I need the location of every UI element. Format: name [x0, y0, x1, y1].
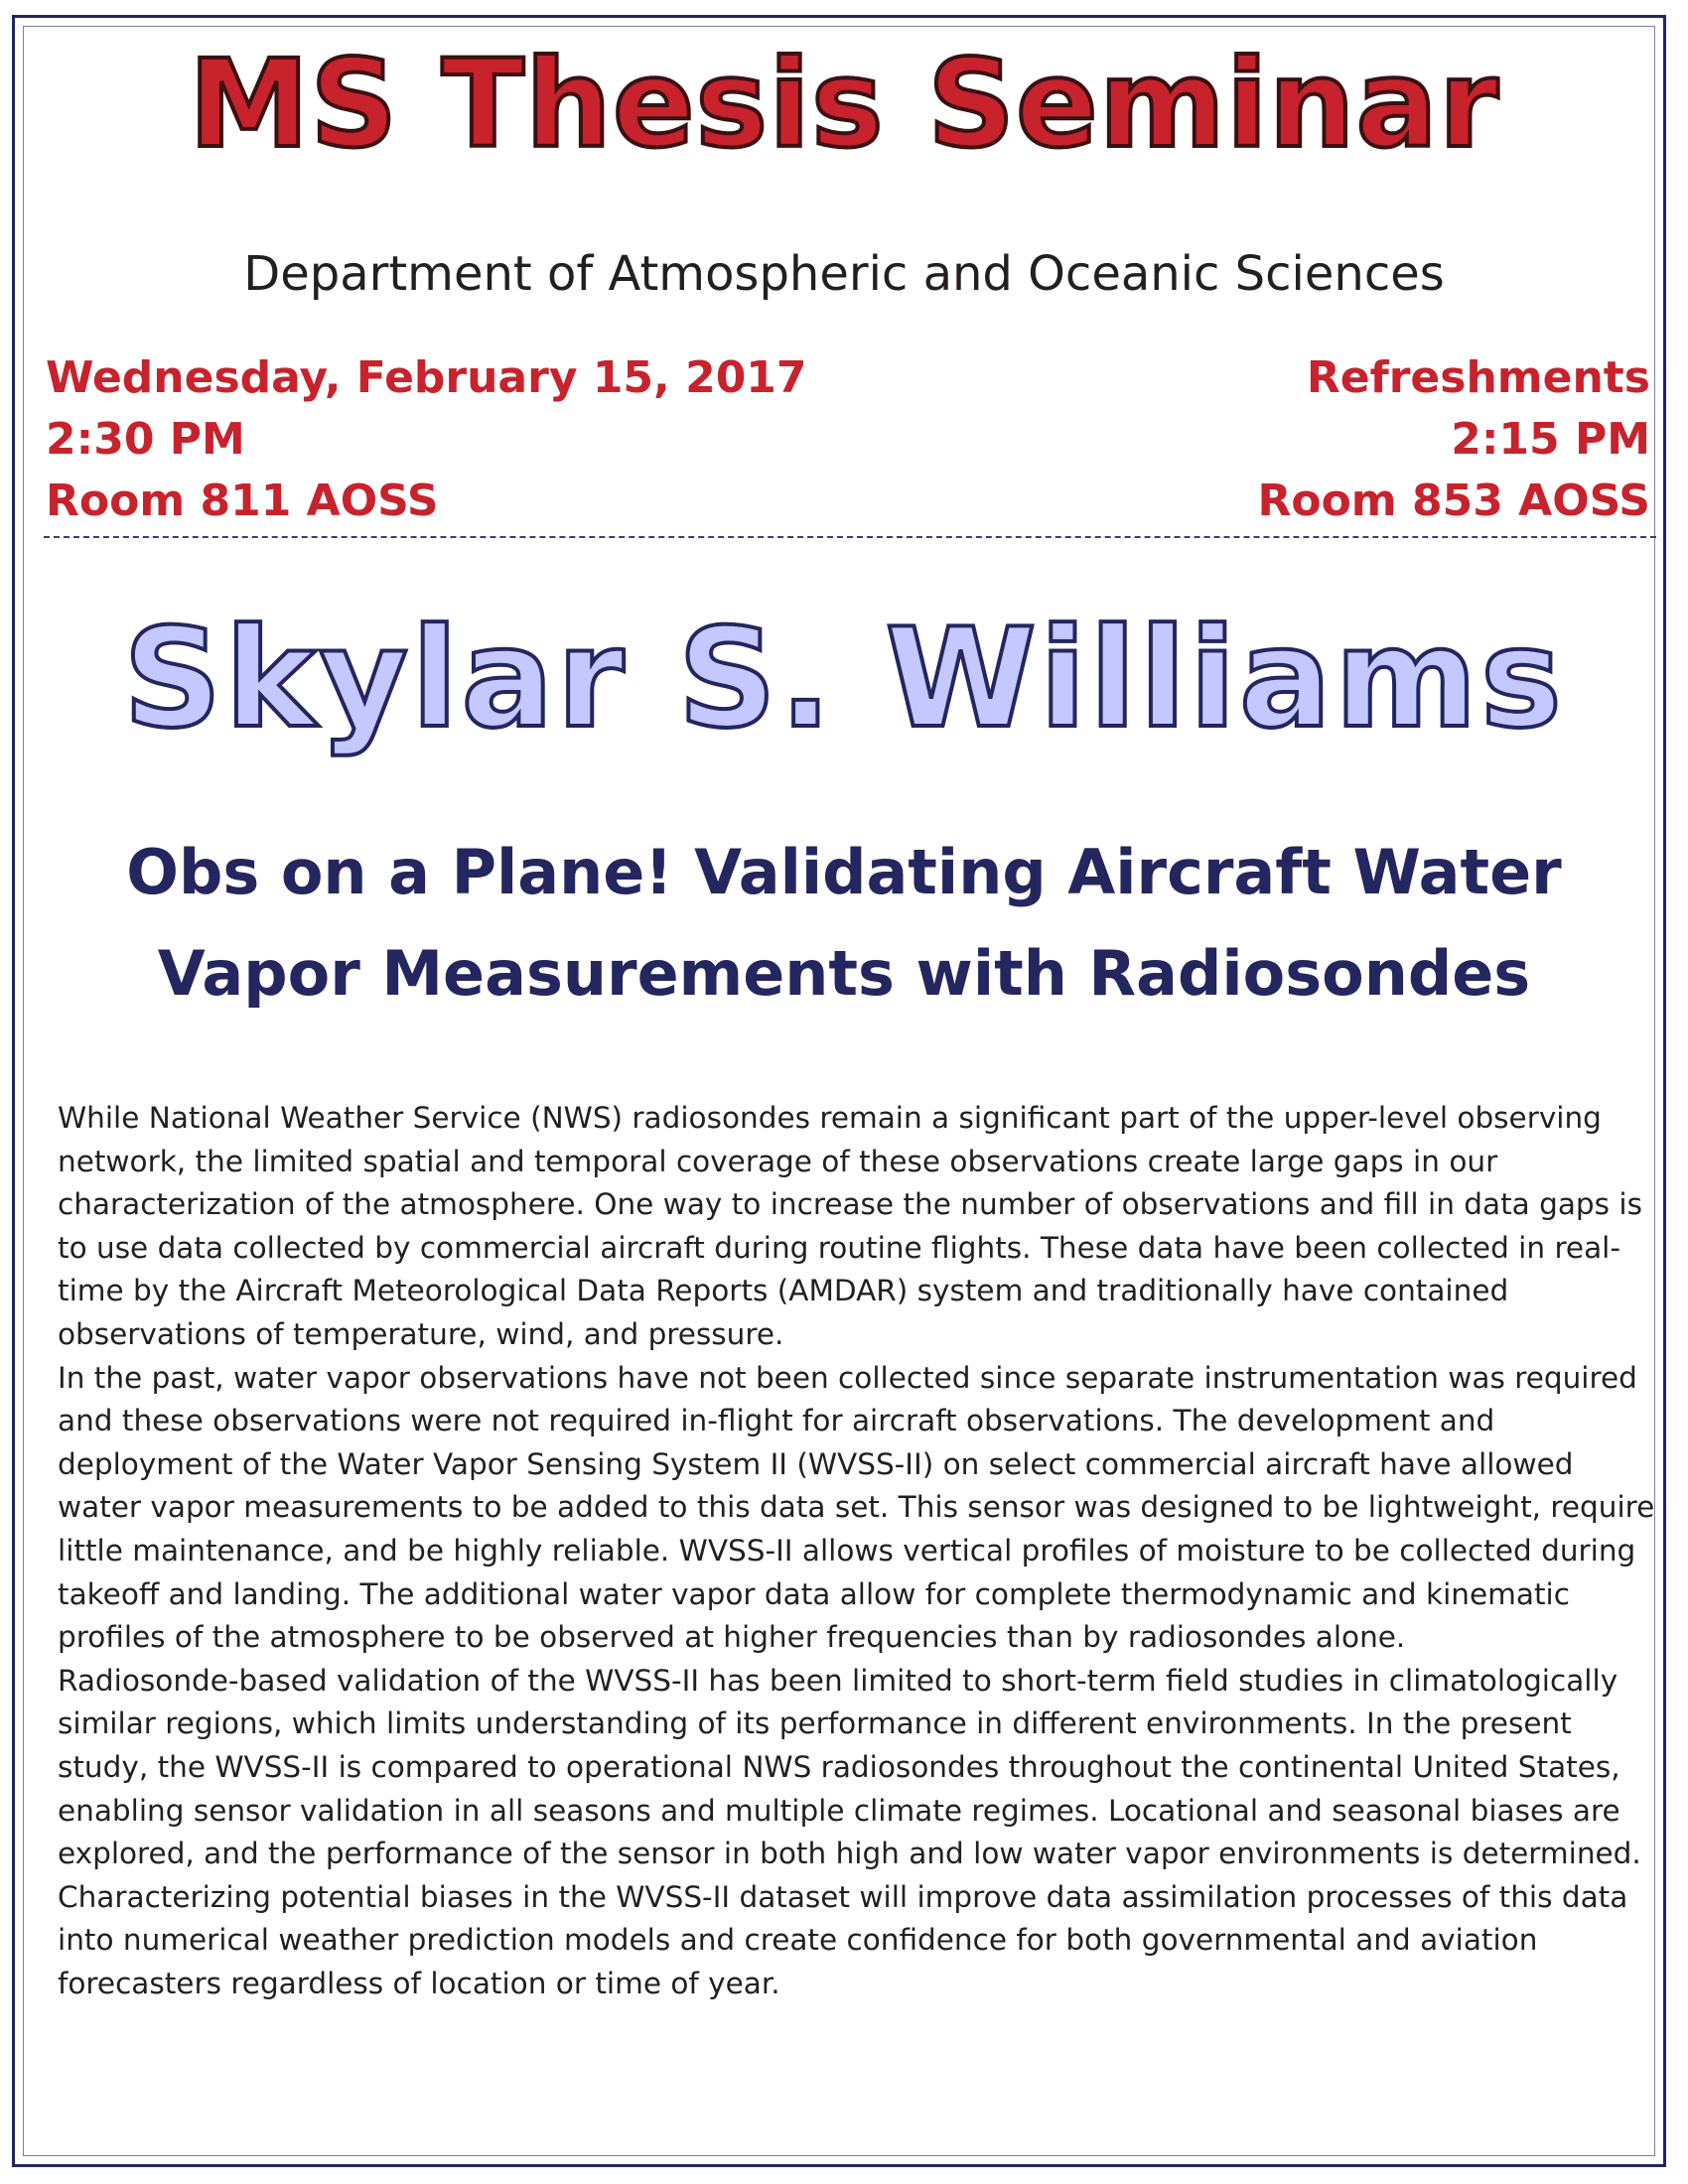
- talk-title-line-1: Obs on a Plane! Validating Aircraft Water: [126, 836, 1562, 908]
- seminar-title: MS Thesis Seminar: [189, 34, 1499, 175]
- event-details: [46, 347, 807, 532]
- event-date: Wednesday, February 15, 2017: [46, 352, 807, 403]
- event-room: Room 811 AOSS: [46, 476, 439, 526]
- talk-title: [0, 822, 1688, 1024]
- refreshments-details: [1257, 347, 1650, 532]
- refreshments-label: Refreshments: [1306, 352, 1650, 403]
- speaker-name: Skylar S. Williams: [123, 599, 1565, 758]
- event-time: 2:30 PM: [46, 414, 245, 465]
- dashed-divider: [44, 536, 1656, 538]
- talk-title-line-2: Vapor Measurements with Radiosondes: [157, 937, 1531, 1010]
- abstract-paragraph-1: While National Weather Service (NWS) radiosondes remain a significant part of the upper-level observing network, the limited spatial and temporal coverage of these observations create large gaps in our characterization of the atmosphere. One way to increase the number of observations and fill in data gaps is to use data collected by commercial aircraft during routine flights. These data have been collected in real-time by the Aircraft Meteorological Data Reports (AMDAR) system and traditionally have contained observations of temperature, wind, and pressure.: [58, 1101, 1642, 1351]
- abstract-paragraph-2: In the past, water vapor observations have not been collected since separate instrumentation was required and these observations were not required in-flight for aircraft observations. The development and deployment of the Water Vapor Sensing System II (WVSS-II) on select commercial aircraft have allowed water vapor measurements to be added to this data set. This sensor was designed to be lightweight, require little maintenance, and be highly reliable. WVSS-II allows vertical profiles of moisture to be collected during takeoff and landing. The additional water vapor data allow for complete thermodynamic and kinematic profiles of the atmosphere to be observed at higher frequencies than by radiosondes alone.: [58, 1360, 1655, 1655]
- abstract: [58, 1097, 1656, 2005]
- abstract-paragraph-3: Radiosonde-based validation of the WVSS-II has been limited to short-term field studies in climatologically similar regions, which limits understanding of its performance in different environments. In the present study, the WVSS-II is compared to operational NWS radiosondes throughout the continental United States, enabling sensor validation in all seasons and multiple climate regimes. Locational and seasonal biases are explored, and the performance of the sensor in both high and low water vapor environments is determined. Characterizing potential biases in the WVSS-II dataset will improve data assimilation processes of this data into numerical weather prediction models and create confidence for both governmental and aviation forecasters regardless of location or time of year.: [58, 1663, 1641, 2000]
- refreshments-room: Room 853 AOSS: [1257, 476, 1650, 526]
- department-name: Department of Atmospheric and Oceanic Sciences: [243, 246, 1445, 302]
- refreshments-time: 2:15 PM: [1451, 414, 1650, 465]
